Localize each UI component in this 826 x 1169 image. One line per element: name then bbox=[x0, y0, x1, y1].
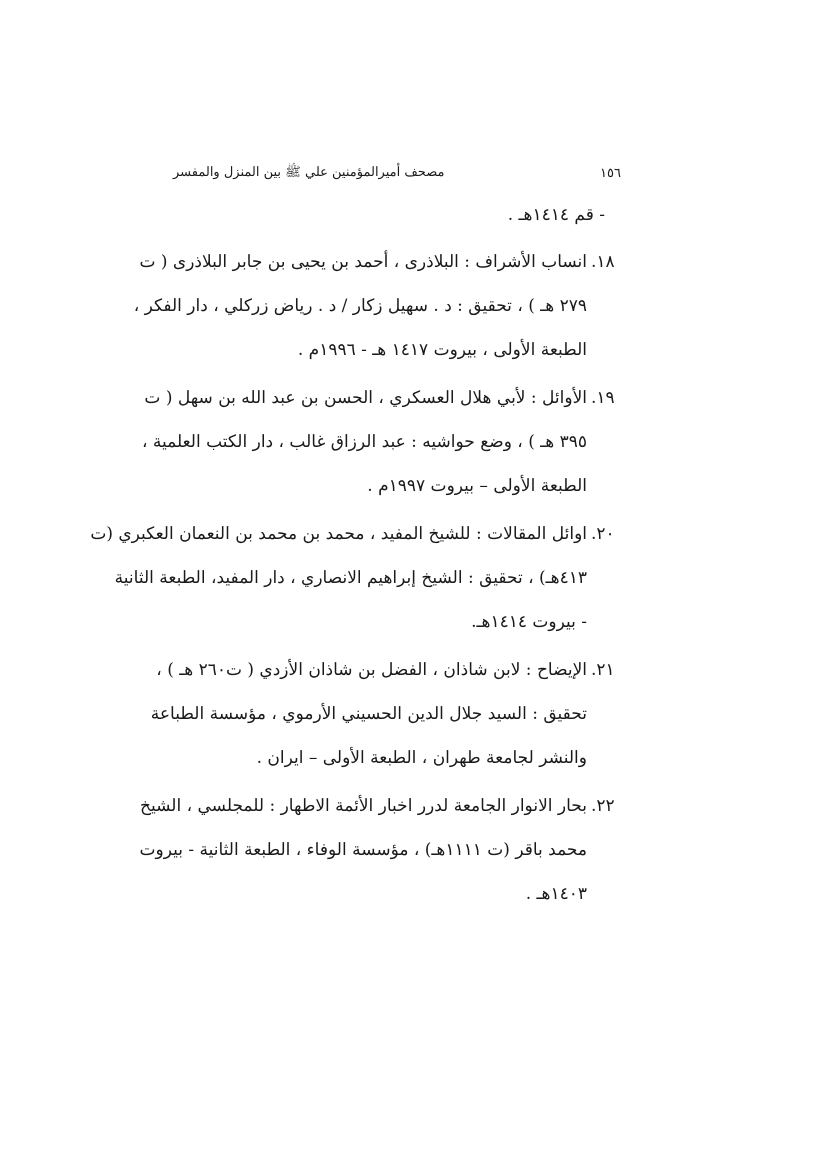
entry-line: - بيروت ١٤١٤هـ. bbox=[471, 612, 587, 632]
page-number: ١٥٦ bbox=[600, 165, 621, 181]
entry-line: ١٤٠٣هـ . bbox=[525, 884, 587, 904]
bibliography-entry bbox=[139, 784, 629, 916]
bibliography bbox=[90, 198, 629, 916]
entry-line: اوائل المقالات : للشيخ المفيد ، محمد بن محمد بن النعمان العكبري (ت bbox=[90, 524, 587, 544]
entry-line: الإيضاح : لابن شاذان ، الفضل بن شاذان الأزدي ( ت٢٦٠ هـ ) ، bbox=[156, 660, 587, 680]
entry-line: بحار الانوار الجامعة لدرر اخبار الأئمة الاطهار : للمجلسي ، الشيخ bbox=[140, 796, 587, 816]
entry-line: الطبعة الأولى – بيروت ١٩٩٧م . bbox=[367, 476, 587, 496]
entry-line: ٤١٣هـ) ، تحقيق : الشيخ إبراهيم الانصاري ، دار المفيد، الطبعة الثانية bbox=[114, 568, 587, 588]
bibliography-entry bbox=[90, 512, 629, 644]
entry-line: الأوائل : لأبي هلال العسكري ، الحسن بن عبد الله بن سهل ( ت bbox=[144, 388, 587, 408]
entry-number: ٢٢. bbox=[591, 796, 615, 816]
entry-line: تحقيق : السيد جلال الدين الحسيني الأرموي ، مؤسسة الطباعة bbox=[150, 704, 587, 724]
entry-line: ٢٧٩ هـ ) ، تحقيق : د . سهيل زكار / د . رياض زركلي ، دار الفكر ، bbox=[133, 296, 587, 316]
bibliography-entry bbox=[150, 648, 629, 780]
entry-line: انساب الأشراف : البلاذرى ، أحمد بن يحيى بن جابر البلاذرى ( ت bbox=[139, 252, 587, 272]
entry-number: ٢١. bbox=[591, 660, 615, 680]
entry-number: ٢٠. bbox=[591, 524, 615, 544]
entry-line: والنشر لجامعة طهران ، الطبعة الأولى – ايران . bbox=[256, 748, 587, 768]
entry-line: ٣٩٥ هـ ) ، وضع حواشيه : عبد الرزاق غالب ، دار الكتب العلمية ، bbox=[142, 432, 587, 452]
entry-line: محمد باقر (ت ١١١١هـ) ، مؤسسة الوفاء ، الطبعة الثانية - بيروت bbox=[139, 840, 587, 860]
entry-line: الطبعة الأولى ، بيروت ١٤١٧ هـ - ١٩٩٦م . bbox=[297, 340, 587, 360]
bibliography-entry bbox=[142, 376, 629, 508]
page-header bbox=[173, 162, 621, 184]
entry-number: ١٩. bbox=[591, 388, 615, 408]
bibliography-entry bbox=[133, 240, 629, 372]
continuation-line: - قم ١٤١٤هـ . bbox=[507, 205, 605, 225]
entry-number: ١٨. bbox=[591, 252, 615, 272]
running-title: مصحف أميرالمؤمنين علي ﷺ بين المنزل والمفسر bbox=[173, 164, 445, 180]
